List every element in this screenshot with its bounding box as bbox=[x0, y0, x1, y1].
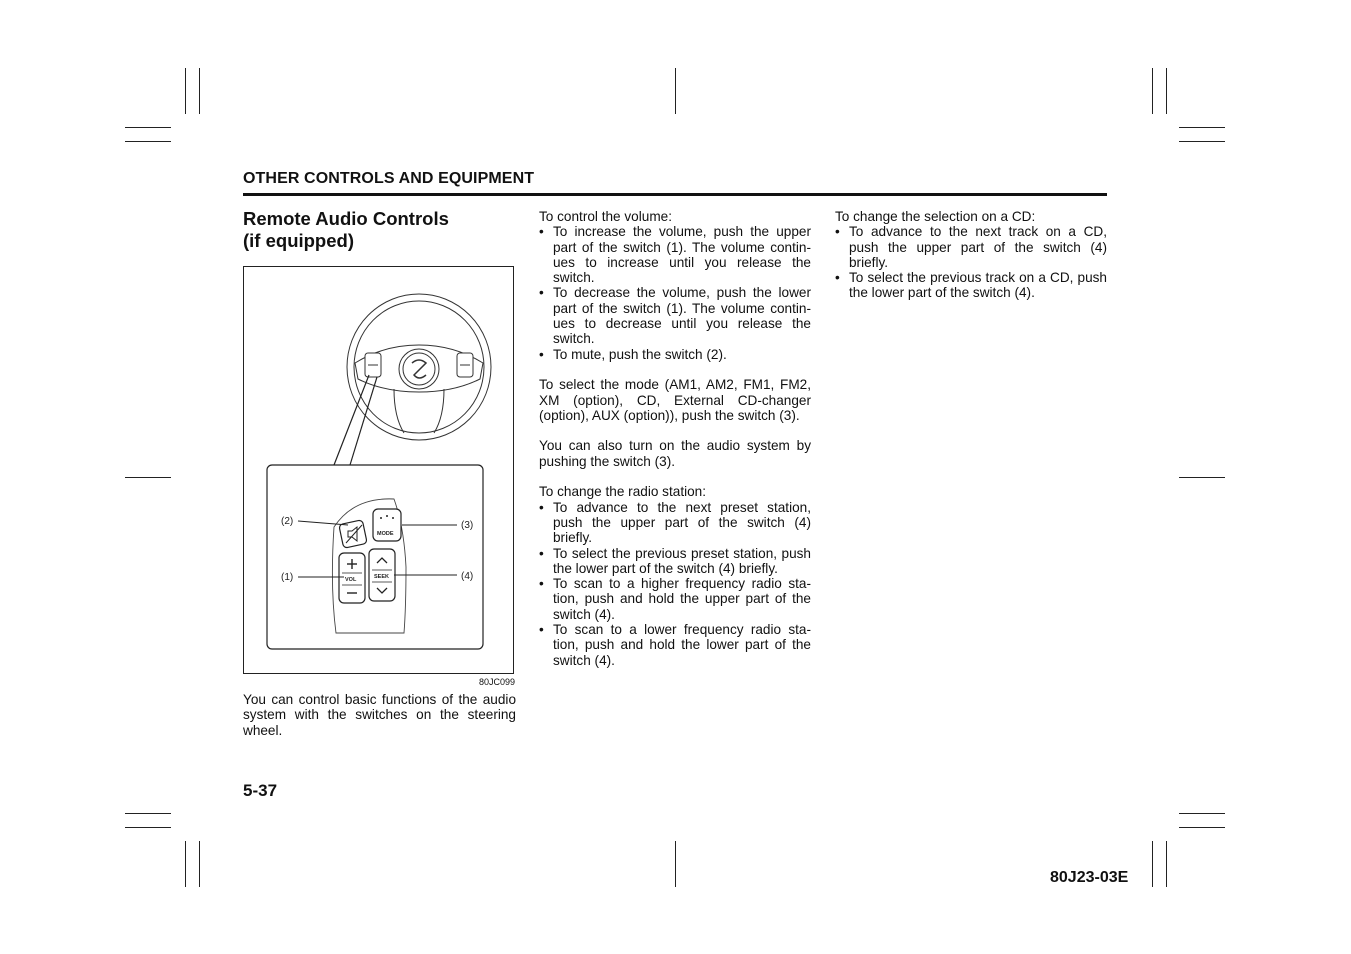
figure-caption bbox=[243, 692, 516, 738]
page-title bbox=[243, 208, 523, 252]
column-middle bbox=[539, 209, 811, 668]
vol-button-text: VOL bbox=[345, 577, 357, 583]
column-right bbox=[835, 209, 1107, 301]
steering-wheel-figure bbox=[243, 266, 514, 674]
list-item: • To decrease the volume, push the lower part of the switch (1). The volume contin-ues to decrease until you release the switch. bbox=[539, 285, 811, 346]
list-item: • To increase the volume, push the upper part of the switch (1). The volume contin-ues to increase until you release the switch. bbox=[539, 224, 811, 285]
list-item: • To scan to a higher frequency radio sta-tion, push and hold the upper part of the switch (4). bbox=[539, 576, 811, 622]
label-2: (2) bbox=[281, 516, 294, 527]
section-header: OTHER CONTROLS AND EQUIPMENT bbox=[243, 170, 535, 187]
title-line-1: Remote Audio Controls bbox=[243, 208, 449, 229]
crop-mark bbox=[185, 68, 186, 114]
crop-mark bbox=[125, 141, 171, 142]
crop-mark bbox=[199, 841, 200, 887]
volume-list bbox=[539, 224, 811, 362]
cd-intro: To change the selection on a CD: bbox=[835, 209, 1036, 224]
steering-wheel-illustration bbox=[244, 267, 515, 675]
crop-mark bbox=[675, 68, 676, 114]
label-4: (4) bbox=[461, 571, 474, 582]
crop-mark bbox=[125, 127, 171, 128]
mode-paragraph: To select the mode (AM1, AM2, FM1, FM2, XM (option), CD, External CD-changer (option), AUX (option)), push the switch (3). bbox=[539, 377, 811, 423]
title-line-2: (if equipped) bbox=[243, 230, 354, 251]
list-item: • To advance to the next preset station, push the upper part of the switch (4) briefly. bbox=[539, 500, 811, 546]
page-number: 5-37 bbox=[243, 781, 278, 800]
crop-mark bbox=[1179, 141, 1225, 142]
mute-button-drawing bbox=[339, 520, 367, 548]
label-3: (3) bbox=[461, 520, 474, 531]
crop-mark bbox=[199, 68, 200, 114]
cd-list bbox=[835, 224, 1107, 300]
crop-mark bbox=[1179, 813, 1225, 814]
volume-intro: To control the volume: bbox=[539, 209, 672, 224]
crop-mark bbox=[185, 841, 186, 887]
figure-code: 80JC099 bbox=[478, 677, 515, 687]
mode-button-drawing bbox=[373, 509, 401, 541]
caption-text: You can control basic functions of the audio system with the switches on the steering wheel. bbox=[243, 692, 516, 738]
crop-mark bbox=[1179, 477, 1225, 478]
crop-mark bbox=[1179, 127, 1225, 128]
crop-mark bbox=[1152, 68, 1153, 114]
turn-on-paragraph: You can also turn on the audio system by pushing the switch (3). bbox=[539, 438, 811, 469]
label-1: (1) bbox=[281, 572, 294, 583]
steering-wheel-drawing bbox=[347, 294, 491, 440]
list-item: • To mute, push the switch (2). bbox=[539, 347, 811, 362]
list-item: • To select the previous track on a CD, push the lower part of the switch (4). bbox=[835, 270, 1107, 301]
crop-mark bbox=[1179, 827, 1225, 828]
list-item: • To select the previous preset station, push the lower part of the switch (4) briefly. bbox=[539, 546, 811, 577]
crop-mark bbox=[675, 841, 676, 887]
radio-intro: To change the radio station: bbox=[539, 484, 707, 500]
vol-button-drawing bbox=[339, 553, 365, 603]
crop-mark bbox=[1166, 841, 1167, 887]
crop-mark bbox=[125, 477, 171, 478]
header-rule bbox=[243, 193, 1107, 196]
radio-list bbox=[539, 500, 811, 668]
list-item: • To advance to the next track on a CD, push the upper part of the switch (4) briefly. bbox=[835, 224, 1107, 270]
seek-button-text: SEEK bbox=[374, 574, 389, 580]
document-code: 80J23-03E bbox=[1050, 869, 1129, 886]
seek-button-drawing bbox=[369, 549, 395, 601]
crop-mark bbox=[125, 813, 171, 814]
crop-mark bbox=[125, 827, 171, 828]
crop-mark bbox=[1166, 68, 1167, 114]
mode-button-text: MODE bbox=[377, 531, 394, 537]
list-item: • To scan to a lower frequency radio sta-tion, push and hold the lower part of the switch (4). bbox=[539, 622, 811, 668]
crop-mark bbox=[1152, 841, 1153, 887]
